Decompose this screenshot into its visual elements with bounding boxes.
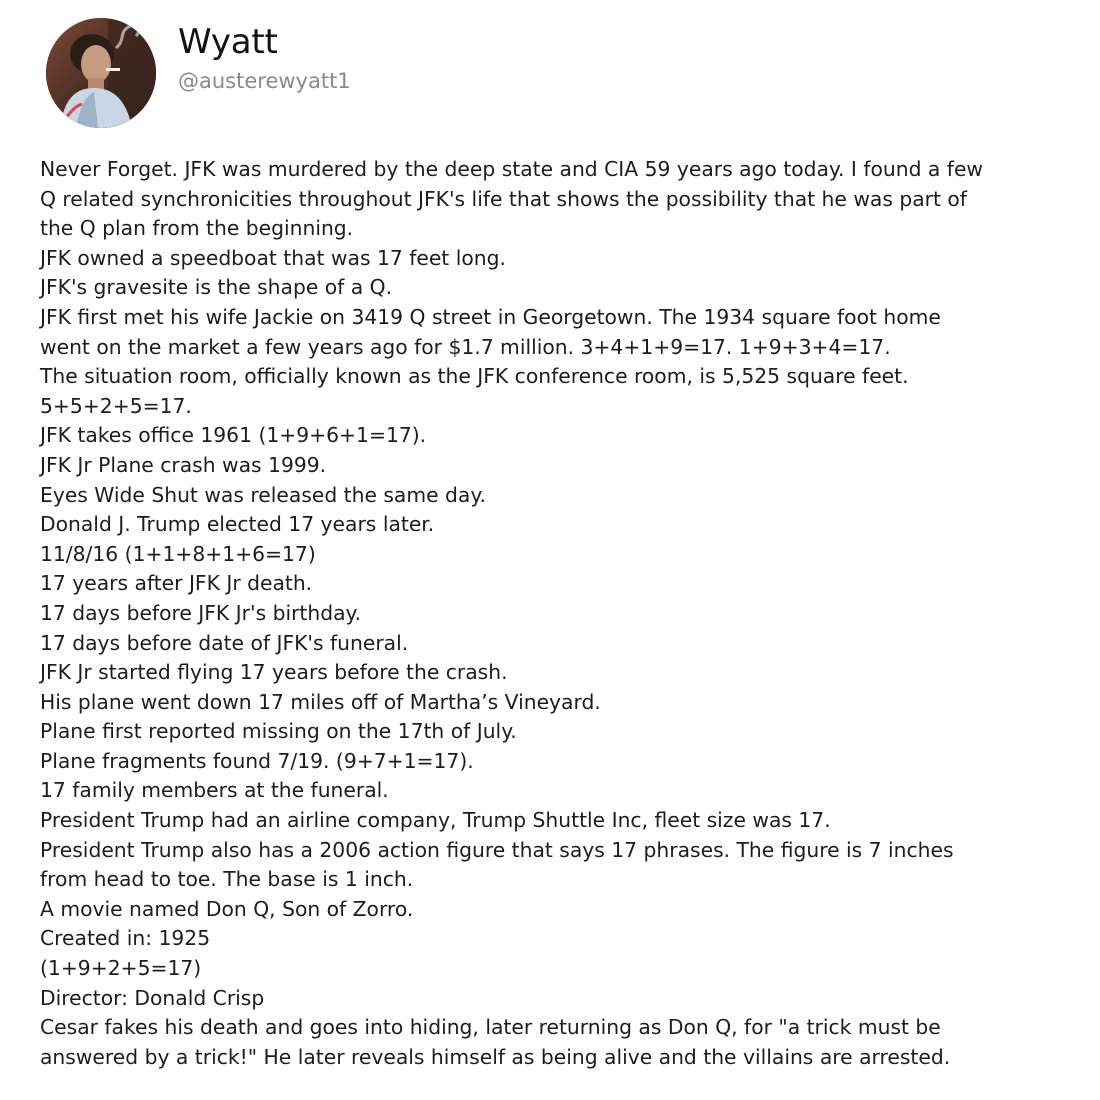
user-names	[178, 20, 351, 96]
tweet-line: JFK Jr Plane crash was 1999.	[40, 452, 327, 477]
tweet-line: Never Forget. JFK was murdered by the deep state and CIA 59 years ago today. I found a few	[40, 157, 984, 181]
tweet-line: answered by a trick!" He later reveals himself as being alive and the villains are arrested.	[40, 1044, 951, 1069]
tweet-line: Created in: 1925	[40, 926, 211, 951]
tweet-line: President Trump had an airline company, Trump Shuttle Inc, fleet size was 17.	[40, 808, 831, 833]
tweet-line: 17 days before date of JFK's funeral.	[40, 630, 409, 655]
tweet-line: 11/8/16 (1+1+8+1+6=17)	[40, 541, 316, 566]
tweet-line: JFK first met his wife Jackie on 3419 Q street in Georgetown. The 1934 square foot home	[40, 304, 941, 329]
tweet-line: JFK owned a speedboat that was 17 feet long.	[40, 245, 506, 270]
user-handle[interactable]: @austerewyatt1	[178, 69, 351, 93]
tweet-line: JFK takes office 1961 (1+9+6+1=17).	[40, 423, 427, 448]
tweet-line: Plane first reported missing on the 17th of July.	[40, 719, 517, 744]
tweet-line: JFK's gravesite is the shape of a Q.	[40, 275, 393, 300]
tweet-line: President Trump also has a 2006 action figure that says 17 phrases. The figure is 7 inches	[40, 837, 954, 862]
tweet-line: 5+5+2+5=17.	[40, 393, 192, 418]
tweet-line: went on the market a few years ago for $1.7 million. 3+4+1+9=17. 1+9+3+4=17.	[40, 334, 891, 359]
tweet-line: (1+9+2+5=17)	[40, 956, 202, 981]
tweet-line: Donald J. Trump elected 17 years later.	[40, 512, 435, 537]
tweet-text	[40, 155, 1080, 1072]
tweet-line: Eyes Wide Shut was released the same day.	[40, 482, 486, 507]
tweet-line: The situation room, officially known as the JFK conference room, is 5,525 square feet.	[40, 364, 909, 389]
tweet-line: His plane went down 17 miles off of Martha’s Vineyard.	[40, 689, 601, 714]
avatar[interactable]	[46, 18, 156, 128]
tweet-line: 17 days before JFK Jr's birthday.	[40, 600, 362, 625]
tweet-line: Q related synchronicities throughout JFK's life that shows the possibility that he was part of	[40, 186, 967, 211]
tweet-line: Cesar fakes his death and goes into hiding, later returning as Don Q, for "a trick must be	[40, 1015, 941, 1040]
tweet-line: 17 years after JFK Jr death.	[40, 571, 313, 596]
tweet-line: A movie named Don Q, Son of Zorro.	[40, 896, 414, 921]
tweet-line: the Q plan from the beginning.	[40, 216, 354, 241]
tweet-line: Director: Donald Crisp	[40, 985, 265, 1010]
display-name[interactable]: Wyatt	[178, 22, 278, 62]
tweet-header	[46, 18, 351, 130]
tweet-line: JFK Jr started flying 17 years before the crash.	[40, 660, 508, 685]
tweet-line: 17 family members at the funeral.	[40, 778, 389, 803]
tweet-line: Plane fragments found 7/19. (9+7+1=17).	[40, 748, 474, 773]
profile-photo-icon	[46, 18, 156, 128]
tweet-line: from head to toe. The base is 1 inch.	[40, 867, 414, 892]
